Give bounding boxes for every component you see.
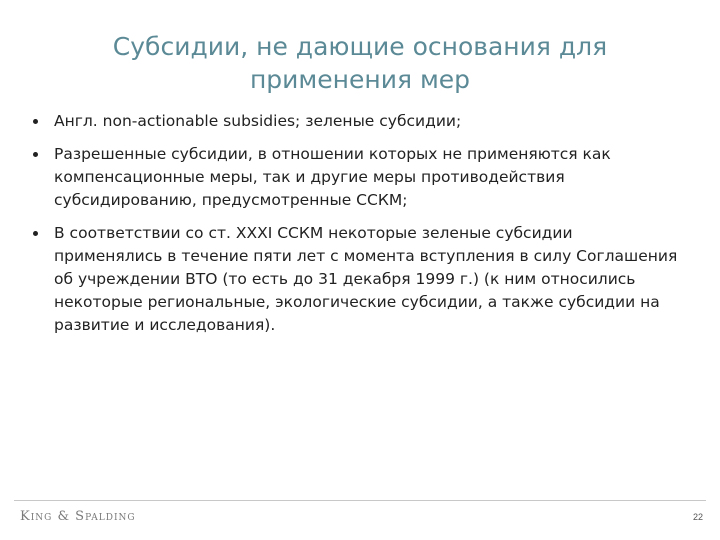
bullet-dot-icon — [33, 119, 38, 124]
page-number: 22 — [692, 512, 703, 522]
slide-title: Субсидии, не дающие основания для применения мер — [112, 32, 608, 94]
bullet-item — [30, 110, 680, 133]
bullet-text: Англ. non-actionable subsidies; зеленые субсидии; — [54, 112, 462, 130]
bullet-dot-icon — [33, 152, 38, 157]
bullet-text: Разрешенные субсидии, в отношении которых не применяются как компенсационные меры, так и другие меры противодействия субсидированию, предусмотренные ССКМ; — [54, 145, 611, 209]
bullet-list — [30, 110, 680, 347]
bullet-item — [30, 222, 680, 337]
company-logo: King & Spalding — [20, 509, 136, 524]
footer-divider — [14, 500, 706, 501]
bullet-text: В соответствии со ст. XXXI ССКМ некоторые зеленые субсидии применялись в течение пяти лет с момента вступления в силу Соглашения об учреждении ВТО (то есть до 31 декабря 1999 г.) (к ним относились некоторые региональные, экологические субсидии, а также субсидии на развитие и исследования). — [54, 224, 678, 334]
bullet-item — [30, 143, 680, 212]
bullet-dot-icon — [33, 231, 38, 236]
